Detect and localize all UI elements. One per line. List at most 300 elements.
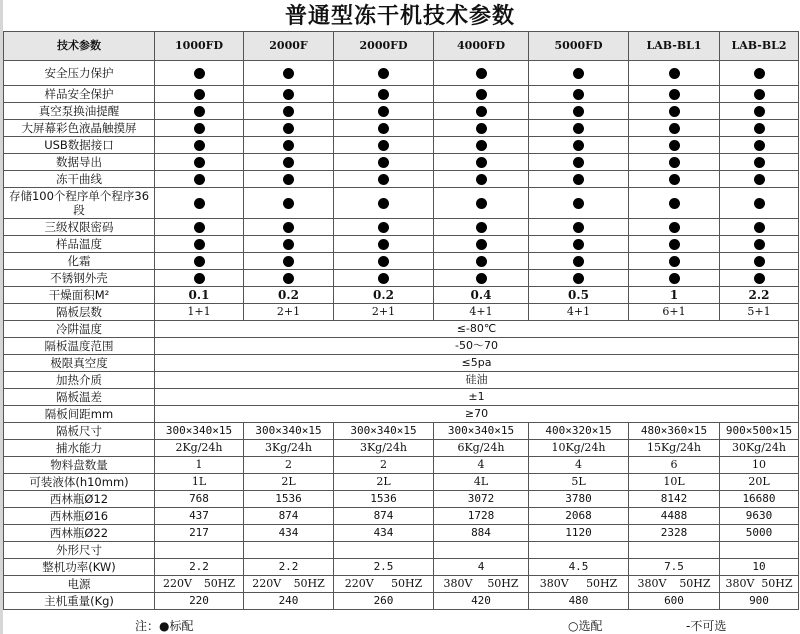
value-cell: 400×320×15 [529,423,629,440]
standard-dot-icon [378,68,389,79]
feature-cell [720,86,799,103]
standard-dot-icon [283,106,294,117]
standard-dot-icon [476,68,487,79]
feature-cell [155,219,244,236]
merged-value-cell: ≤5pa [155,355,799,372]
feature-cell [720,137,799,154]
legend-optional: ○选配 [568,619,603,633]
standard-dot-icon [283,273,294,284]
power-cell [434,576,529,593]
value-cell [434,542,529,559]
standard-dot-icon [194,89,205,100]
value-cell: 1 [629,287,720,304]
row-label: 真空泵换油提醒 [4,103,155,120]
frequency: 50HZ [586,577,618,590]
value-cell: 2 [244,457,334,474]
legend-not-available: -不可选 [686,619,727,633]
standard-dot-icon [283,222,294,233]
value-cell: 874 [244,508,334,525]
spec-row [4,525,799,542]
standard-dot-icon [283,89,294,100]
standard-dot-icon [754,198,765,209]
feature-cell [155,236,244,253]
feature-cell [334,61,434,86]
row-label: 不锈钢外壳 [4,270,155,287]
value-cell: 2 [334,457,434,474]
value-cell: 884 [434,525,529,542]
feature-cell [720,253,799,270]
frequency: 50HZ [203,577,236,590]
value-cell: 7.5 [629,559,720,576]
value-cell: 2068 [529,508,629,525]
spec-row [4,474,799,491]
standard-dot-icon [573,256,584,267]
row-label: 干燥面积M² [4,287,155,304]
feature-row [4,137,799,154]
standard-dot-icon [283,198,294,209]
value-cell: 2L [244,474,334,491]
standard-dot-icon [283,256,294,267]
value-cell: 1+1 [155,304,244,321]
standard-dot-icon [754,256,765,267]
row-label: USB数据接口 [4,137,155,154]
value-cell: 6+1 [629,304,720,321]
power-cell [629,576,720,593]
feature-cell [434,188,529,219]
spec-row [4,508,799,525]
value-cell: 4+1 [434,304,529,321]
row-label: 电源 [4,576,155,593]
standard-dot-icon [476,256,487,267]
row-label: 西林瓶Ø22 [4,525,155,542]
value-cell: 2.2 [720,287,799,304]
standard-dot-icon [573,273,584,284]
feature-cell [244,137,334,154]
value-cell: 1L [155,474,244,491]
standard-dot-icon [476,222,487,233]
value-cell: 1536 [244,491,334,508]
header-row [4,32,799,61]
power-cell [720,576,799,593]
value-cell: 4 [434,457,529,474]
feature-cell [155,154,244,171]
standard-dot-icon [194,256,205,267]
merged-row [4,338,799,355]
feature-cell [629,236,720,253]
row-label: 隔板温度范围 [4,338,155,355]
shelf-layers-row [4,304,799,321]
frequency: 50HZ [391,577,423,590]
feature-cell [529,86,629,103]
value-cell: 874 [334,508,434,525]
value-cell: 900×500×15 [720,423,799,440]
standard-dot-icon [669,123,680,134]
column-header: LAB-BL2 [720,32,799,61]
standard-dot-icon [194,222,205,233]
value-cell: 480×360×15 [629,423,720,440]
value-cell: 2Kg/24h [155,440,244,457]
row-label: 加热介质 [4,372,155,389]
value-cell: 1 [155,457,244,474]
feature-cell [629,270,720,287]
feature-cell [244,236,334,253]
feature-cell [244,86,334,103]
column-header: LAB-BL1 [629,32,720,61]
feature-cell [334,86,434,103]
standard-dot-icon [573,140,584,151]
column-header: 1000FD [155,32,244,61]
value-cell: 0.2 [334,287,434,304]
feature-cell [334,103,434,120]
feature-cell [244,120,334,137]
standard-dot-icon [669,106,680,117]
merged-value-cell: 硅油 [155,372,799,389]
row-label: 西林瓶Ø16 [4,508,155,525]
feature-cell [155,270,244,287]
value-cell: 4.5 [529,559,629,576]
voltage: 380V [637,577,667,590]
feature-cell [334,120,434,137]
spec-row [4,457,799,474]
row-label: 隔板尺寸 [4,423,155,440]
column-header: 4000FD [434,32,529,61]
standard-dot-icon [194,106,205,117]
standard-dot-icon [194,123,205,134]
standard-dot-icon [194,140,205,151]
value-cell [720,542,799,559]
value-cell: 8142 [629,491,720,508]
standard-dot-icon [573,123,584,134]
value-cell: 10 [720,457,799,474]
value-cell: 217 [155,525,244,542]
spec-row [4,491,799,508]
feature-cell [720,188,799,219]
feature-cell [720,154,799,171]
value-cell: 30Kg/24h [720,440,799,457]
value-cell: 768 [155,491,244,508]
standard-dot-icon [573,239,584,250]
voltage: 380V [725,577,755,590]
feature-cell [155,253,244,270]
feature-row [4,236,799,253]
value-cell [244,542,334,559]
standard-dot-icon [754,273,765,284]
row-label: 隔板层数 [4,304,155,321]
feature-row [4,188,799,219]
value-cell: 0.5 [529,287,629,304]
feature-row [4,171,799,188]
row-label: 存储100个程序单个程序36段 [4,188,155,219]
merged-row [4,355,799,372]
feature-cell [529,120,629,137]
value-cell [629,542,720,559]
feature-cell [629,61,720,86]
standard-dot-icon [283,123,294,134]
row-label: 样品温度 [4,236,155,253]
feature-cell [434,270,529,287]
value-cell: 3Kg/24h [244,440,334,457]
standard-dot-icon [378,106,389,117]
feature-cell [529,188,629,219]
feature-cell [244,171,334,188]
standard-dot-icon [283,68,294,79]
spec-row [4,423,799,440]
voltage: 380V [443,577,473,590]
standard-dot-icon [573,89,584,100]
value-cell: 220 [155,593,244,610]
standard-dot-icon [573,174,584,185]
spec-row [4,542,799,559]
value-cell: 15Kg/24h [629,440,720,457]
standard-dot-icon [378,256,389,267]
standard-dot-icon [754,239,765,250]
feature-cell [244,219,334,236]
value-cell: 240 [244,593,334,610]
feature-cell [434,171,529,188]
voltage: 220V [344,577,374,590]
standard-dot-icon [283,239,294,250]
value-cell: 2328 [629,525,720,542]
frequency: 50HZ [487,577,519,590]
feature-cell [720,270,799,287]
feature-cell [629,188,720,219]
value-cell: 4L [434,474,529,491]
value-cell: 5+1 [720,304,799,321]
standard-dot-icon [754,123,765,134]
feature-cell [720,219,799,236]
standard-dot-icon [378,174,389,185]
standard-dot-icon [669,68,680,79]
standard-dot-icon [754,68,765,79]
standard-dot-icon [669,256,680,267]
standard-dot-icon [669,174,680,185]
standard-dot-icon [194,198,205,209]
value-cell: 2.2 [244,559,334,576]
standard-dot-icon [476,198,487,209]
feature-cell [434,154,529,171]
value-cell: 4 [529,457,629,474]
standard-dot-icon [669,222,680,233]
feature-cell [334,236,434,253]
value-cell: 1728 [434,508,529,525]
value-cell: 9630 [720,508,799,525]
standard-dot-icon [194,157,205,168]
value-cell: 2.5 [334,559,434,576]
feature-cell [434,103,529,120]
feature-cell [629,103,720,120]
value-cell: 260 [334,593,434,610]
feature-row [4,120,799,137]
standard-dot-icon [476,89,487,100]
value-cell: 10Kg/24h [529,440,629,457]
feature-cell [720,103,799,120]
feature-cell [155,137,244,154]
row-label: 安全压力保护 [4,61,155,86]
feature-row [4,253,799,270]
feature-cell [629,154,720,171]
standard-dot-icon [476,273,487,284]
standard-dot-icon [194,239,205,250]
standard-dot-icon [378,89,389,100]
row-label: 主机重量(Kg) [4,593,155,610]
feature-cell [334,154,434,171]
row-label: 外形尺寸 [4,542,155,559]
row-label: 冻干曲线 [4,171,155,188]
standard-dot-icon [754,140,765,151]
feature-cell [334,253,434,270]
row-label: 西林瓶Ø12 [4,491,155,508]
feature-cell [720,61,799,86]
value-cell: 4488 [629,508,720,525]
column-header: 2000F [244,32,334,61]
feature-cell [334,137,434,154]
value-cell: 434 [334,525,434,542]
feature-cell [244,188,334,219]
standard-dot-icon [573,106,584,117]
feature-cell [244,270,334,287]
standard-dot-icon [754,174,765,185]
standard-dot-icon [476,157,487,168]
standard-dot-icon [378,239,389,250]
value-cell: 0.1 [155,287,244,304]
standard-dot-icon [573,68,584,79]
merged-value-cell: -50～70 [155,338,799,355]
feature-cell [244,61,334,86]
value-cell: 5000 [720,525,799,542]
feature-cell [434,137,529,154]
row-label: 大屏幕彩色液晶触摸屏 [4,120,155,137]
feature-row [4,219,799,236]
value-cell: 10L [629,474,720,491]
standard-dot-icon [283,157,294,168]
standard-dot-icon [378,198,389,209]
feature-cell [334,219,434,236]
feature-cell [629,171,720,188]
frequency: 50HZ [293,577,325,590]
value-cell: 300×340×15 [244,423,334,440]
merged-row [4,389,799,406]
row-label: 隔板间距mm [4,406,155,423]
row-label: 隔板温差 [4,389,155,406]
standard-dot-icon [754,222,765,233]
power-cell [529,576,629,593]
standard-dot-icon [378,123,389,134]
feature-cell [529,270,629,287]
standard-dot-icon [754,106,765,117]
value-cell: 900 [720,593,799,610]
feature-cell [334,171,434,188]
feature-cell [155,188,244,219]
merged-row [4,321,799,338]
standard-dot-icon [194,273,205,284]
value-cell: 2L [334,474,434,491]
value-cell: 1536 [334,491,434,508]
feature-cell [434,219,529,236]
standard-dot-icon [669,140,680,151]
drying-area-row [4,287,799,304]
feature-cell [155,120,244,137]
frequency: 50HZ [761,577,793,590]
standard-dot-icon [378,222,389,233]
feature-cell [529,171,629,188]
feature-cell [629,120,720,137]
row-label: 化霜 [4,253,155,270]
value-cell: 1120 [529,525,629,542]
value-cell: 437 [155,508,244,525]
legend-standard: 注：●标配 [135,619,194,633]
power-cell [155,576,244,593]
value-cell: 3780 [529,491,629,508]
power-cell [244,576,334,593]
standard-dot-icon [573,157,584,168]
standard-dot-icon [194,174,205,185]
standard-dot-icon [669,273,680,284]
value-cell: 0.2 [244,287,334,304]
standard-dot-icon [573,222,584,233]
feature-cell [529,61,629,86]
value-cell [334,542,434,559]
feature-cell [244,103,334,120]
feature-cell [529,137,629,154]
page-title: 普通型冻干机技术参数 [284,4,515,29]
row-label: 整机功率(KW) [4,559,155,576]
merged-value-cell: ≤-80℃ [155,321,799,338]
value-cell: 300×340×15 [434,423,529,440]
spec-row [4,440,799,457]
merged-row [4,372,799,389]
row-label: 可装液体(h10mm) [4,474,155,491]
value-cell: 3072 [434,491,529,508]
standard-dot-icon [378,140,389,151]
feature-row [4,270,799,287]
standard-dot-icon [573,198,584,209]
feature-cell [334,270,434,287]
value-cell: 6 [629,457,720,474]
standard-dot-icon [476,174,487,185]
legend-footer [3,615,798,634]
standard-dot-icon [476,140,487,151]
spec-table [3,31,799,610]
feature-cell [529,219,629,236]
feature-cell [244,253,334,270]
standard-dot-icon [476,123,487,134]
power-row [4,576,799,593]
merged-value-cell: ≥70 [155,406,799,423]
standard-dot-icon [669,157,680,168]
row-label: 数据导出 [4,154,155,171]
feature-cell [629,137,720,154]
feature-cell [529,103,629,120]
column-header: 2000FD [334,32,434,61]
column-header: 5000FD [529,32,629,61]
feature-cell [155,171,244,188]
feature-cell [720,120,799,137]
value-cell: 2+1 [244,304,334,321]
feature-cell [334,188,434,219]
value-cell: 420 [434,593,529,610]
value-cell: 300×340×15 [155,423,244,440]
standard-dot-icon [669,239,680,250]
feature-cell [434,61,529,86]
standard-dot-icon [378,157,389,168]
value-cell: 434 [244,525,334,542]
standard-dot-icon [669,198,680,209]
voltage: 220V [162,577,192,590]
row-label: 样品安全保护 [4,86,155,103]
value-cell: 2.2 [155,559,244,576]
voltage: 380V [539,577,569,590]
row-label: 物料盘数量 [4,457,155,474]
